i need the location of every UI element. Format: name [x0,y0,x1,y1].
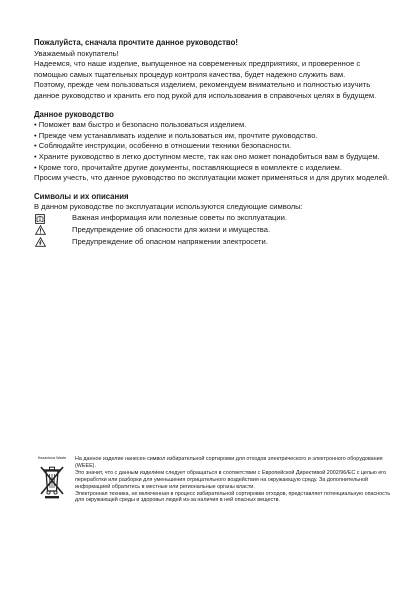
greeting: Уважаемый покупатель! [34,48,119,58]
symbols-heading: Символы и их описания [34,191,129,201]
manual-bullet: • Поможет вам быстро и безопасно пользоваться изделием. [34,120,247,130]
weee-line: Электронная техника, не включенная в процесс избирательной сортировки отходов, представляет потенциальную опасность для окружающей среды и здоровья людей из-за наличия в ней опасных веществ. [75,490,391,504]
intro-paragraph-2: Поэтому, прежде чем пользоваться изделием, рекомендуем внимательно и полностью изучить данное руководство и хранить его под рукой для использования в справочных целях в будущем. [34,80,377,100]
crossed-bin-icon [37,461,67,504]
manual-heading: Данное руководство [34,109,114,119]
manual-bullet: • Храните руководство в легко доступном месте, так как оно может понадобиться вам в будущем. [34,151,380,161]
symbol-row [34,225,394,237]
symbol-description: Предупреждение об опасности для жизни и имущества. [72,225,271,234]
manual-bullet: • Соблюдайте инструкции, особенно в отношении техники безопасности. [34,141,292,151]
symbol-description: Важная информация или полезные советы по эксплуатации. [72,213,288,223]
symbol-description: Предупреждение об опасном напряжении электросети. [72,236,268,246]
symbol-row [34,236,394,248]
page-content [34,38,394,248]
symbol-row [34,213,394,225]
weee-text [75,456,393,504]
intro-paragraph-1: Надеемся, что наше изделие, выпущенное на современных предприятиях, и проверенное с помощью самых тщательных процедур контроля качества, будет надежно служить вам. [34,59,361,79]
electric-hazard-icon [34,237,46,247]
manual-note: Просим учесть, что данное руководство по эксплуатации может применяться и для других моделей. [34,173,390,183]
weee-caption: Hazardous Waste [37,456,67,460]
info-book-icon [34,214,46,224]
intro-heading: Пожалуйста, сначала прочтите данное руководство! [34,38,238,47]
symbols-intro: В данном руководстве по эксплуатации используются следующие символы: [34,202,303,212]
weee-line: Это значит, что с данным изделием следует обращаться в соответствии с Европейской Директивой 2002/96/EC с целью его переработки или разборки для уменьшения отрицательного воздействия на окружающую среду. За дополнительной информацией обратитесь в местные или региональные органы власти. [75,469,387,490]
weee-line: На данное изделие нанесен символ избирательной сортировки для отходов электрического и электронного оборудования (WEEE). [75,456,383,469]
manual-bullet: • Кроме того, прочитайте другие документы, поставляющиеся в комплекте с изделием. [34,162,342,172]
manual-bullet: • Прежде чем устанавливать изделие и пользоваться им, прочтите руководство. [34,130,318,140]
weee-section [34,456,394,504]
warning-triangle-icon [34,225,46,235]
